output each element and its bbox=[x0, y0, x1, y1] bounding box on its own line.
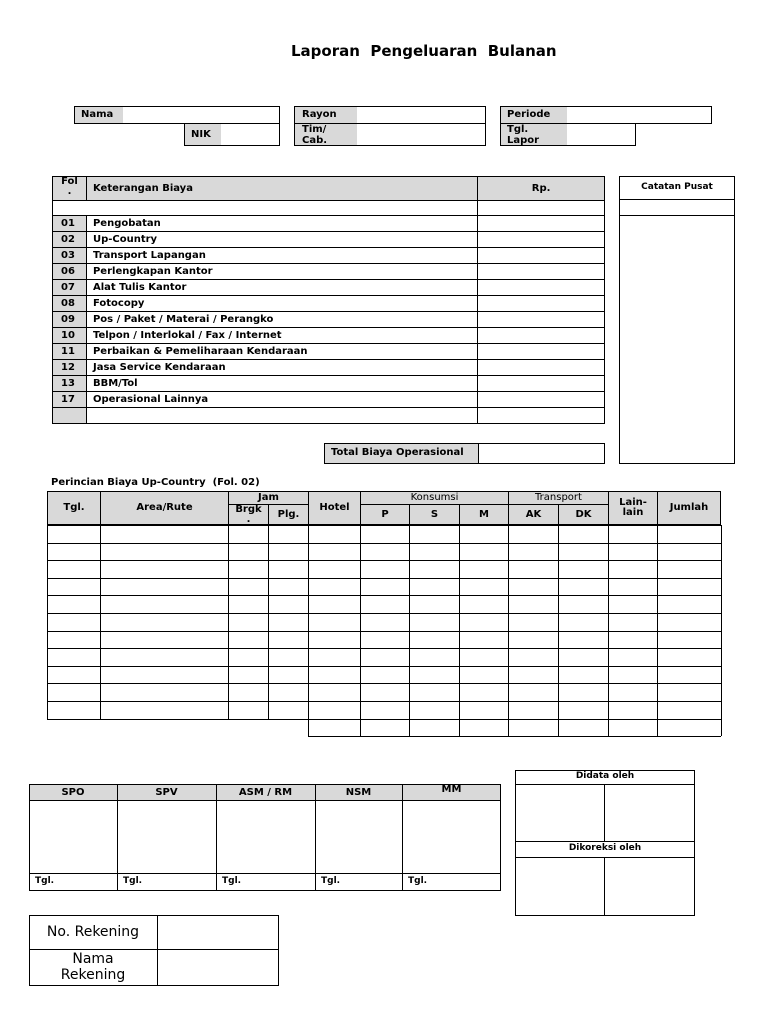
periode-label: Periode bbox=[507, 109, 551, 120]
expense-amount[interactable] bbox=[478, 312, 605, 328]
expense-amount[interactable] bbox=[478, 248, 605, 264]
expense-row bbox=[53, 248, 605, 264]
signature-col-line bbox=[117, 784, 118, 891]
upcountry-row-line bbox=[47, 648, 721, 649]
dikoreksi-line bbox=[515, 857, 695, 858]
signature-area[interactable] bbox=[404, 802, 500, 872]
upcountry-row-line bbox=[47, 613, 721, 614]
signature-date-label: Tgl. bbox=[408, 876, 428, 886]
expense-code: 01 bbox=[53, 216, 87, 232]
expense-amount[interactable] bbox=[478, 344, 605, 360]
dikoreksi-divider bbox=[604, 857, 605, 916]
upcountry-row-line bbox=[47, 595, 721, 596]
catatan-pusat-box[interactable] bbox=[619, 215, 735, 464]
dikoreksi-oleh-label: Dikoreksi oleh bbox=[568, 843, 642, 853]
expense-row bbox=[53, 408, 605, 424]
expense-amount[interactable] bbox=[478, 328, 605, 344]
bank-row-line bbox=[29, 949, 279, 950]
expense-amount[interactable] bbox=[478, 392, 605, 408]
signature-area[interactable] bbox=[31, 802, 116, 872]
upcountry-brgk-header: Brgk . bbox=[228, 504, 269, 525]
signature-header-line bbox=[29, 800, 501, 801]
tgl-lapor-label: Tgl. Lapor bbox=[507, 124, 540, 146]
expense-amount[interactable] bbox=[478, 408, 605, 424]
didata-sign-left[interactable] bbox=[517, 786, 603, 840]
upcountry-row-line bbox=[47, 560, 721, 561]
expense-row bbox=[53, 376, 605, 392]
upcountry-title: Perincian Biaya Up-Country (Fol. 02) bbox=[51, 477, 260, 488]
expense-description bbox=[86, 408, 477, 424]
upcountry-row-line bbox=[47, 666, 721, 667]
nik-label: NIK bbox=[191, 129, 211, 140]
upcountry-col-line bbox=[228, 525, 229, 719]
upcountry-col-line bbox=[459, 525, 460, 736]
upcountry-plg-header: Plg. bbox=[268, 504, 309, 525]
signature-col-line bbox=[315, 784, 316, 891]
signature-date-label: Tgl. bbox=[222, 876, 242, 886]
expense-row bbox=[53, 232, 605, 248]
upcountry-transport-header: Transport bbox=[508, 491, 609, 505]
upcountry-row-line bbox=[308, 736, 721, 737]
upcountry-s-header: S bbox=[409, 504, 460, 525]
upcountry-lain-header: Lain- lain bbox=[608, 491, 658, 525]
upcountry-m-header: M bbox=[459, 504, 509, 525]
expense-description: Jasa Service Kendaraan bbox=[86, 360, 477, 376]
upcountry-konsumsi-header: Konsumsi bbox=[360, 491, 509, 505]
upcountry-jam-header: Jam bbox=[228, 491, 309, 505]
total-label: Total Biaya Operasional bbox=[331, 447, 464, 458]
spacer-cell bbox=[478, 201, 605, 216]
expense-row bbox=[53, 344, 605, 360]
upcountry-col-line bbox=[409, 525, 410, 736]
nama-rekening-label: Nama Rekening bbox=[60, 951, 126, 983]
signature-date-label: Tgl. bbox=[35, 876, 55, 886]
upcountry-col-line bbox=[508, 525, 509, 736]
total-divider bbox=[478, 443, 479, 464]
dikoreksi-sign-right[interactable] bbox=[606, 859, 693, 915]
upcountry-row-line bbox=[47, 631, 721, 632]
expense-description: Operasional Lainnya bbox=[86, 392, 477, 408]
upcountry-jumlah-header: Jumlah bbox=[657, 491, 721, 525]
upcountry-row-line bbox=[47, 719, 721, 720]
upcountry-row-line bbox=[47, 701, 721, 702]
upcountry-row-line bbox=[47, 543, 721, 544]
upcountry-col-line bbox=[360, 525, 361, 736]
signature-role-0: SPO bbox=[61, 787, 85, 798]
signature-role-2: ASM / RM bbox=[238, 787, 293, 798]
total-value[interactable] bbox=[480, 445, 603, 462]
expense-amount[interactable] bbox=[478, 264, 605, 280]
didata-line bbox=[515, 784, 695, 785]
didata-divider bbox=[604, 784, 605, 842]
expense-code: 02 bbox=[53, 232, 87, 248]
expense-description: Perbaikan & Pemeliharaan Kendaraan bbox=[86, 344, 477, 360]
signature-area[interactable] bbox=[119, 802, 215, 872]
upcountry-area-header: Area/Rute bbox=[100, 491, 229, 525]
upcountry-col-line bbox=[100, 525, 101, 719]
expense-amount[interactable] bbox=[478, 232, 605, 248]
nama-rekening-field[interactable] bbox=[159, 951, 277, 984]
signature-date-line bbox=[29, 873, 501, 874]
signature-col-line bbox=[402, 784, 403, 891]
rayon-label: Rayon bbox=[302, 109, 337, 120]
expense-description: Perlengkapan Kantor bbox=[86, 264, 477, 280]
expense-amount[interactable] bbox=[478, 216, 605, 232]
signature-col-line bbox=[216, 784, 217, 891]
expense-row bbox=[53, 328, 605, 344]
expense-description: Telpon / Interlokal / Fax / Internet bbox=[86, 328, 477, 344]
upcountry-p-header: P bbox=[360, 504, 410, 525]
nama-label: Nama bbox=[81, 109, 114, 120]
expense-description: Pos / Paket / Materai / Perangko bbox=[86, 312, 477, 328]
upcountry-hotel-header: Hotel bbox=[308, 491, 361, 525]
page-title: Laporan Pengeluaran Bulanan bbox=[291, 42, 557, 60]
expense-code: 03 bbox=[53, 248, 87, 264]
expense-row bbox=[53, 296, 605, 312]
didata-oleh-label: Didata oleh bbox=[575, 771, 635, 781]
upcountry-row-line bbox=[47, 683, 721, 684]
signature-date-label: Tgl. bbox=[123, 876, 143, 886]
expense-description: Up-Country bbox=[86, 232, 477, 248]
expense-code: 07 bbox=[53, 280, 87, 296]
expense-amount[interactable] bbox=[478, 280, 605, 296]
spacer-cell bbox=[86, 201, 477, 216]
upcountry-tgl-header: Tgl. bbox=[47, 491, 101, 525]
expense-code bbox=[53, 408, 87, 424]
signature-role-4: MM bbox=[441, 784, 462, 795]
expense-row bbox=[53, 264, 605, 280]
expense-row bbox=[53, 280, 605, 296]
expense-description: Transport Lapangan bbox=[86, 248, 477, 264]
signature-area[interactable] bbox=[317, 802, 401, 872]
upcountry-col-line bbox=[657, 525, 658, 736]
expense-code: 08 bbox=[53, 296, 87, 312]
catatan-pusat-label: Catatan Pusat bbox=[641, 182, 713, 192]
signature-role-1: SPV bbox=[155, 787, 178, 798]
signature-date-label: Tgl. bbox=[321, 876, 341, 886]
upcountry-row-line bbox=[47, 525, 721, 526]
rp-header: Rp. bbox=[478, 177, 605, 201]
expense-code: 11 bbox=[53, 344, 87, 360]
expense-code: 12 bbox=[53, 360, 87, 376]
expense-row bbox=[53, 312, 605, 328]
dikoreksi-sign-left[interactable] bbox=[517, 859, 603, 915]
keterangan-header: Keterangan Biaya bbox=[86, 177, 477, 201]
upcountry-col-line bbox=[268, 525, 269, 719]
tim-cab-label: Tim/ Cab. bbox=[302, 124, 328, 146]
expense-amount[interactable] bbox=[478, 360, 605, 376]
expense-row bbox=[53, 216, 605, 232]
bank-col-line bbox=[157, 915, 158, 986]
expense-table bbox=[52, 176, 605, 424]
expense-code: 17 bbox=[53, 392, 87, 408]
upcountry-col-line bbox=[608, 525, 609, 736]
expense-amount[interactable] bbox=[478, 296, 605, 312]
expense-code: 10 bbox=[53, 328, 87, 344]
expense-description: Fotocopy bbox=[86, 296, 477, 312]
upcountry-row-line bbox=[47, 578, 721, 579]
spacer-cell bbox=[53, 201, 87, 216]
expense-code: 06 bbox=[53, 264, 87, 280]
upcountry-col-line bbox=[47, 525, 48, 719]
expense-description: Pengobatan bbox=[86, 216, 477, 232]
expense-code: 13 bbox=[53, 376, 87, 392]
catatan-pusat-spacer bbox=[619, 199, 735, 216]
no-rekening-field[interactable] bbox=[159, 917, 277, 948]
expense-rows bbox=[53, 216, 605, 424]
no-rekening-label: No. Rekening bbox=[46, 924, 140, 940]
upcountry-col-line bbox=[308, 525, 309, 736]
didata-sign-right[interactable] bbox=[606, 786, 693, 840]
signature-area[interactable] bbox=[218, 802, 314, 872]
upcountry-col-line bbox=[558, 525, 559, 736]
expense-code: 09 bbox=[53, 312, 87, 328]
fol-header: Fol . bbox=[53, 177, 87, 201]
expense-description: Alat Tulis Kantor bbox=[86, 280, 477, 296]
dikoreksi-top-line bbox=[515, 841, 695, 842]
upcountry-dk-header: DK bbox=[558, 504, 609, 525]
signature-role-3: NSM bbox=[345, 787, 372, 798]
upcountry-ak-header: AK bbox=[508, 504, 559, 525]
expense-description: BBM/Tol bbox=[86, 376, 477, 392]
expense-row bbox=[53, 360, 605, 376]
upcountry-col-line bbox=[721, 525, 722, 736]
expense-row bbox=[53, 392, 605, 408]
expense-amount[interactable] bbox=[478, 376, 605, 392]
